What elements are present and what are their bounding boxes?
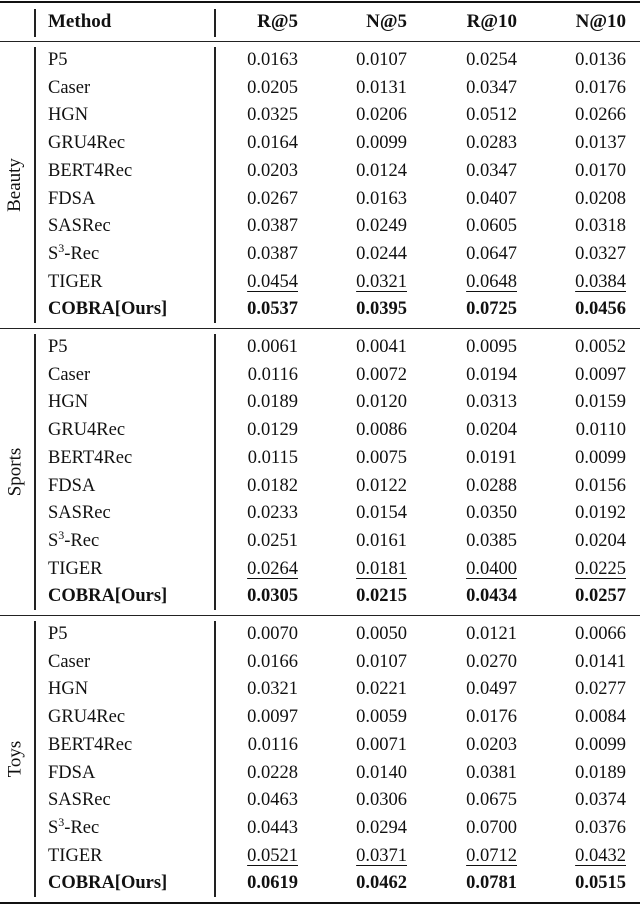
value-r10: 0.0400: [466, 558, 517, 579]
value-r10: 0.0385: [466, 530, 517, 551]
value-r10: 0.0605: [466, 216, 517, 237]
value-n10: 0.0159: [575, 392, 626, 413]
value-r10: 0.0407: [466, 188, 517, 209]
value-n10: 0.0189: [575, 762, 626, 783]
method-name: HGN: [48, 679, 89, 700]
value-r10: 0.0725: [466, 299, 517, 320]
value-n10: 0.0099: [575, 447, 626, 468]
value-n5: 0.0161: [356, 530, 407, 551]
value-r5: 0.0203: [247, 160, 298, 181]
dataset-group-beauty: [0, 42, 640, 328]
value-r10: 0.0347: [466, 77, 517, 98]
method-name: P5: [48, 50, 68, 70]
value-r5: 0.0251: [247, 530, 298, 551]
value-n5: 0.0249: [356, 216, 407, 237]
value-r5: 0.0463: [247, 790, 298, 811]
value-n10: 0.0137: [575, 133, 626, 154]
value-n10: 0.0136: [575, 50, 626, 70]
value-n5: 0.0107: [356, 50, 407, 70]
value-n10: 0.0432: [575, 845, 626, 866]
value-r5: 0.0267: [247, 188, 298, 209]
dataset-group-toys: [0, 616, 640, 902]
table-row: [0, 870, 640, 898]
method-name: SASRec: [48, 216, 111, 237]
value-r5: 0.0182: [247, 475, 298, 496]
value-r10: 0.0121: [466, 624, 517, 644]
method-name: TIGER: [48, 845, 103, 866]
value-n10: 0.0515: [575, 873, 626, 894]
value-r5: 0.0454: [247, 271, 298, 292]
value-n10: 0.0156: [575, 475, 626, 496]
method-name: Caser: [48, 364, 91, 385]
method-name: Caser: [48, 651, 91, 672]
value-r10: 0.0095: [466, 337, 517, 357]
method-name: GRU4Rec: [48, 133, 126, 154]
table-row: [0, 158, 640, 186]
table-row: [0, 102, 640, 130]
header-r10: R@10: [466, 11, 517, 32]
value-r10: 0.0781: [466, 873, 517, 894]
dataset-group-sports: [0, 329, 640, 615]
value-r5: 0.0070: [247, 624, 298, 644]
value-r5: 0.0097: [247, 707, 298, 728]
table-row: [0, 47, 640, 75]
value-n10: 0.0176: [575, 77, 626, 98]
value-r10: 0.0647: [466, 243, 517, 264]
method-name: P5: [48, 624, 68, 644]
value-n5: 0.0221: [356, 679, 407, 700]
value-r5: 0.0061: [247, 337, 298, 357]
value-r5: 0.0537: [247, 299, 298, 320]
value-r5: 0.0116: [247, 734, 298, 755]
table-row: [0, 732, 640, 760]
value-n5: 0.0140: [356, 762, 407, 783]
method-name: HGN: [48, 105, 89, 126]
value-n10: 0.0266: [575, 105, 626, 126]
table-row: [0, 241, 640, 269]
value-r10: 0.0270: [466, 651, 517, 672]
value-n10: 0.0374: [575, 790, 626, 811]
method-name: SASRec: [48, 790, 111, 811]
value-n5: 0.0244: [356, 243, 407, 264]
method-name: TIGER: [48, 558, 103, 579]
table-row: [0, 213, 640, 241]
table-row: [0, 334, 640, 362]
table-row: [0, 362, 640, 390]
value-r10: 0.0288: [466, 475, 517, 496]
method-name: Caser: [48, 77, 91, 98]
value-n5: 0.0163: [356, 188, 407, 209]
value-n10: 0.0318: [575, 216, 626, 237]
table-row: [0, 130, 640, 158]
value-n5: 0.0154: [356, 503, 407, 524]
value-n10: 0.0097: [575, 364, 626, 385]
value-r5: 0.0321: [247, 679, 298, 700]
value-r10: 0.0203: [466, 734, 517, 755]
value-n5: 0.0120: [356, 392, 407, 413]
value-r5: 0.0129: [247, 420, 298, 441]
value-n5: 0.0181: [356, 558, 407, 579]
value-r5: 0.0305: [247, 586, 298, 607]
value-r5: 0.0443: [247, 817, 298, 838]
table-header-row: [0, 3, 640, 41]
value-n5: 0.0206: [356, 105, 407, 126]
method-name: $S^3$-Rec: [48, 527, 100, 551]
method-name: BERT4Rec: [48, 447, 133, 468]
table-row: [0, 269, 640, 297]
method-name: FDSA: [48, 475, 96, 496]
method-name: COBRA[Ours]: [48, 873, 168, 894]
value-n5: 0.0107: [356, 651, 407, 672]
header-divider-left: [34, 9, 36, 37]
method-name: COBRA[Ours]: [48, 299, 168, 320]
value-r10: 0.0283: [466, 133, 517, 154]
method-name: BERT4Rec: [48, 160, 133, 181]
value-r10: 0.0497: [466, 679, 517, 700]
value-n5: 0.0395: [356, 299, 407, 320]
value-r5: 0.0205: [247, 77, 298, 98]
value-r10: 0.0675: [466, 790, 517, 811]
value-r10: 0.0204: [466, 420, 517, 441]
method-name: FDSA: [48, 188, 96, 209]
value-n10: 0.0257: [575, 586, 626, 607]
method-name: GRU4Rec: [48, 420, 126, 441]
value-n5: 0.0075: [356, 447, 407, 468]
value-n10: 0.0384: [575, 271, 626, 292]
value-r10: 0.0512: [466, 105, 517, 126]
value-r10: 0.0347: [466, 160, 517, 181]
value-r5: 0.0115: [247, 447, 298, 468]
value-n5: 0.0059: [356, 707, 407, 728]
value-r5: 0.0189: [247, 392, 298, 413]
value-r10: 0.0254: [466, 50, 517, 70]
method-name: TIGER: [48, 271, 103, 292]
dataset-label: Sports: [4, 447, 26, 497]
value-n10: 0.0099: [575, 734, 626, 755]
value-n5: 0.0124: [356, 160, 407, 181]
method-name: SASRec: [48, 503, 111, 524]
value-n5: 0.0099: [356, 133, 407, 154]
value-r10: 0.0648: [466, 271, 517, 292]
value-n10: 0.0456: [575, 299, 626, 320]
value-r5: 0.0619: [247, 873, 298, 894]
value-n10: 0.0192: [575, 503, 626, 524]
value-r5: 0.0116: [247, 364, 298, 385]
value-n10: 0.0277: [575, 679, 626, 700]
value-n5: 0.0371: [356, 845, 407, 866]
value-n10: 0.0110: [575, 420, 626, 441]
table-row: [0, 500, 640, 528]
value-n5: 0.0072: [356, 364, 407, 385]
value-n5: 0.0131: [356, 77, 407, 98]
table-body: [0, 42, 640, 904]
value-r10: 0.0176: [466, 707, 517, 728]
value-n10: 0.0204: [575, 530, 626, 551]
table-row: [0, 445, 640, 473]
table-row: [0, 676, 640, 704]
value-r5: 0.0387: [247, 243, 298, 264]
method-name: BERT4Rec: [48, 734, 133, 755]
value-r10: 0.0381: [466, 762, 517, 783]
value-n10: 0.0170: [575, 160, 626, 181]
value-n5: 0.0050: [356, 624, 407, 644]
method-name: P5: [48, 337, 68, 357]
header-method: Method: [48, 11, 112, 32]
table-row: [0, 528, 640, 556]
value-r10: 0.0350: [466, 503, 517, 524]
value-n10: 0.0208: [575, 188, 626, 209]
value-n5: 0.0086: [356, 420, 407, 441]
value-n5: 0.0294: [356, 817, 407, 838]
bottom-rule: [0, 902, 640, 904]
value-n5: 0.0071: [356, 734, 407, 755]
value-n10: 0.0225: [575, 558, 626, 579]
header-n5: N@5: [366, 11, 407, 32]
value-n5: 0.0215: [356, 586, 407, 607]
table-row: [0, 760, 640, 788]
table-row: [0, 186, 640, 214]
method-name: $S^3$-Rec: [48, 240, 100, 264]
value-n5: 0.0306: [356, 790, 407, 811]
method-name: FDSA: [48, 762, 96, 783]
value-r10: 0.0712: [466, 845, 517, 866]
method-name: $S^3$-Rec: [48, 814, 100, 838]
value-r5: 0.0387: [247, 216, 298, 237]
table-row: [0, 649, 640, 677]
value-r5: 0.0228: [247, 762, 298, 783]
dataset-label: Beauty: [4, 158, 26, 212]
value-n5: 0.0041: [356, 337, 407, 357]
value-r10: 0.0191: [466, 447, 517, 468]
value-r10: 0.0194: [466, 364, 517, 385]
value-r10: 0.0434: [466, 586, 517, 607]
table-row: [0, 621, 640, 649]
table-row: [0, 75, 640, 103]
method-name: COBRA[Ours]: [48, 586, 168, 607]
table-row: [0, 296, 640, 324]
value-n10: 0.0066: [575, 624, 626, 644]
value-r5: 0.0164: [247, 133, 298, 154]
value-n10: 0.0084: [575, 707, 626, 728]
table-row: [0, 583, 640, 611]
table-row: [0, 473, 640, 501]
method-name: HGN: [48, 392, 89, 413]
value-r10: 0.0700: [466, 817, 517, 838]
value-n5: 0.0462: [356, 873, 407, 894]
value-r5: 0.0264: [247, 558, 298, 579]
value-r5: 0.0233: [247, 503, 298, 524]
header-divider-right: [214, 9, 216, 37]
table-row: [0, 787, 640, 815]
header-r5: R@5: [257, 11, 298, 32]
value-r5: 0.0325: [247, 105, 298, 126]
header-n10: N@10: [575, 11, 626, 32]
method-name: GRU4Rec: [48, 707, 126, 728]
value-r5: 0.0163: [247, 50, 298, 70]
table-row: [0, 389, 640, 417]
value-r5: 0.0521: [247, 845, 298, 866]
table-row: [0, 704, 640, 732]
table-row: [0, 417, 640, 445]
table-row: [0, 815, 640, 843]
value-n5: 0.0122: [356, 475, 407, 496]
value-r5: 0.0166: [247, 651, 298, 672]
value-n10: 0.0141: [575, 651, 626, 672]
value-n5: 0.0321: [356, 271, 407, 292]
table-row: [0, 843, 640, 871]
table-row: [0, 556, 640, 584]
value-n10: 0.0327: [575, 243, 626, 264]
value-n10: 0.0052: [575, 337, 626, 357]
dataset-label: Toys: [4, 740, 25, 778]
value-n10: 0.0376: [575, 817, 626, 838]
value-r10: 0.0313: [466, 392, 517, 413]
